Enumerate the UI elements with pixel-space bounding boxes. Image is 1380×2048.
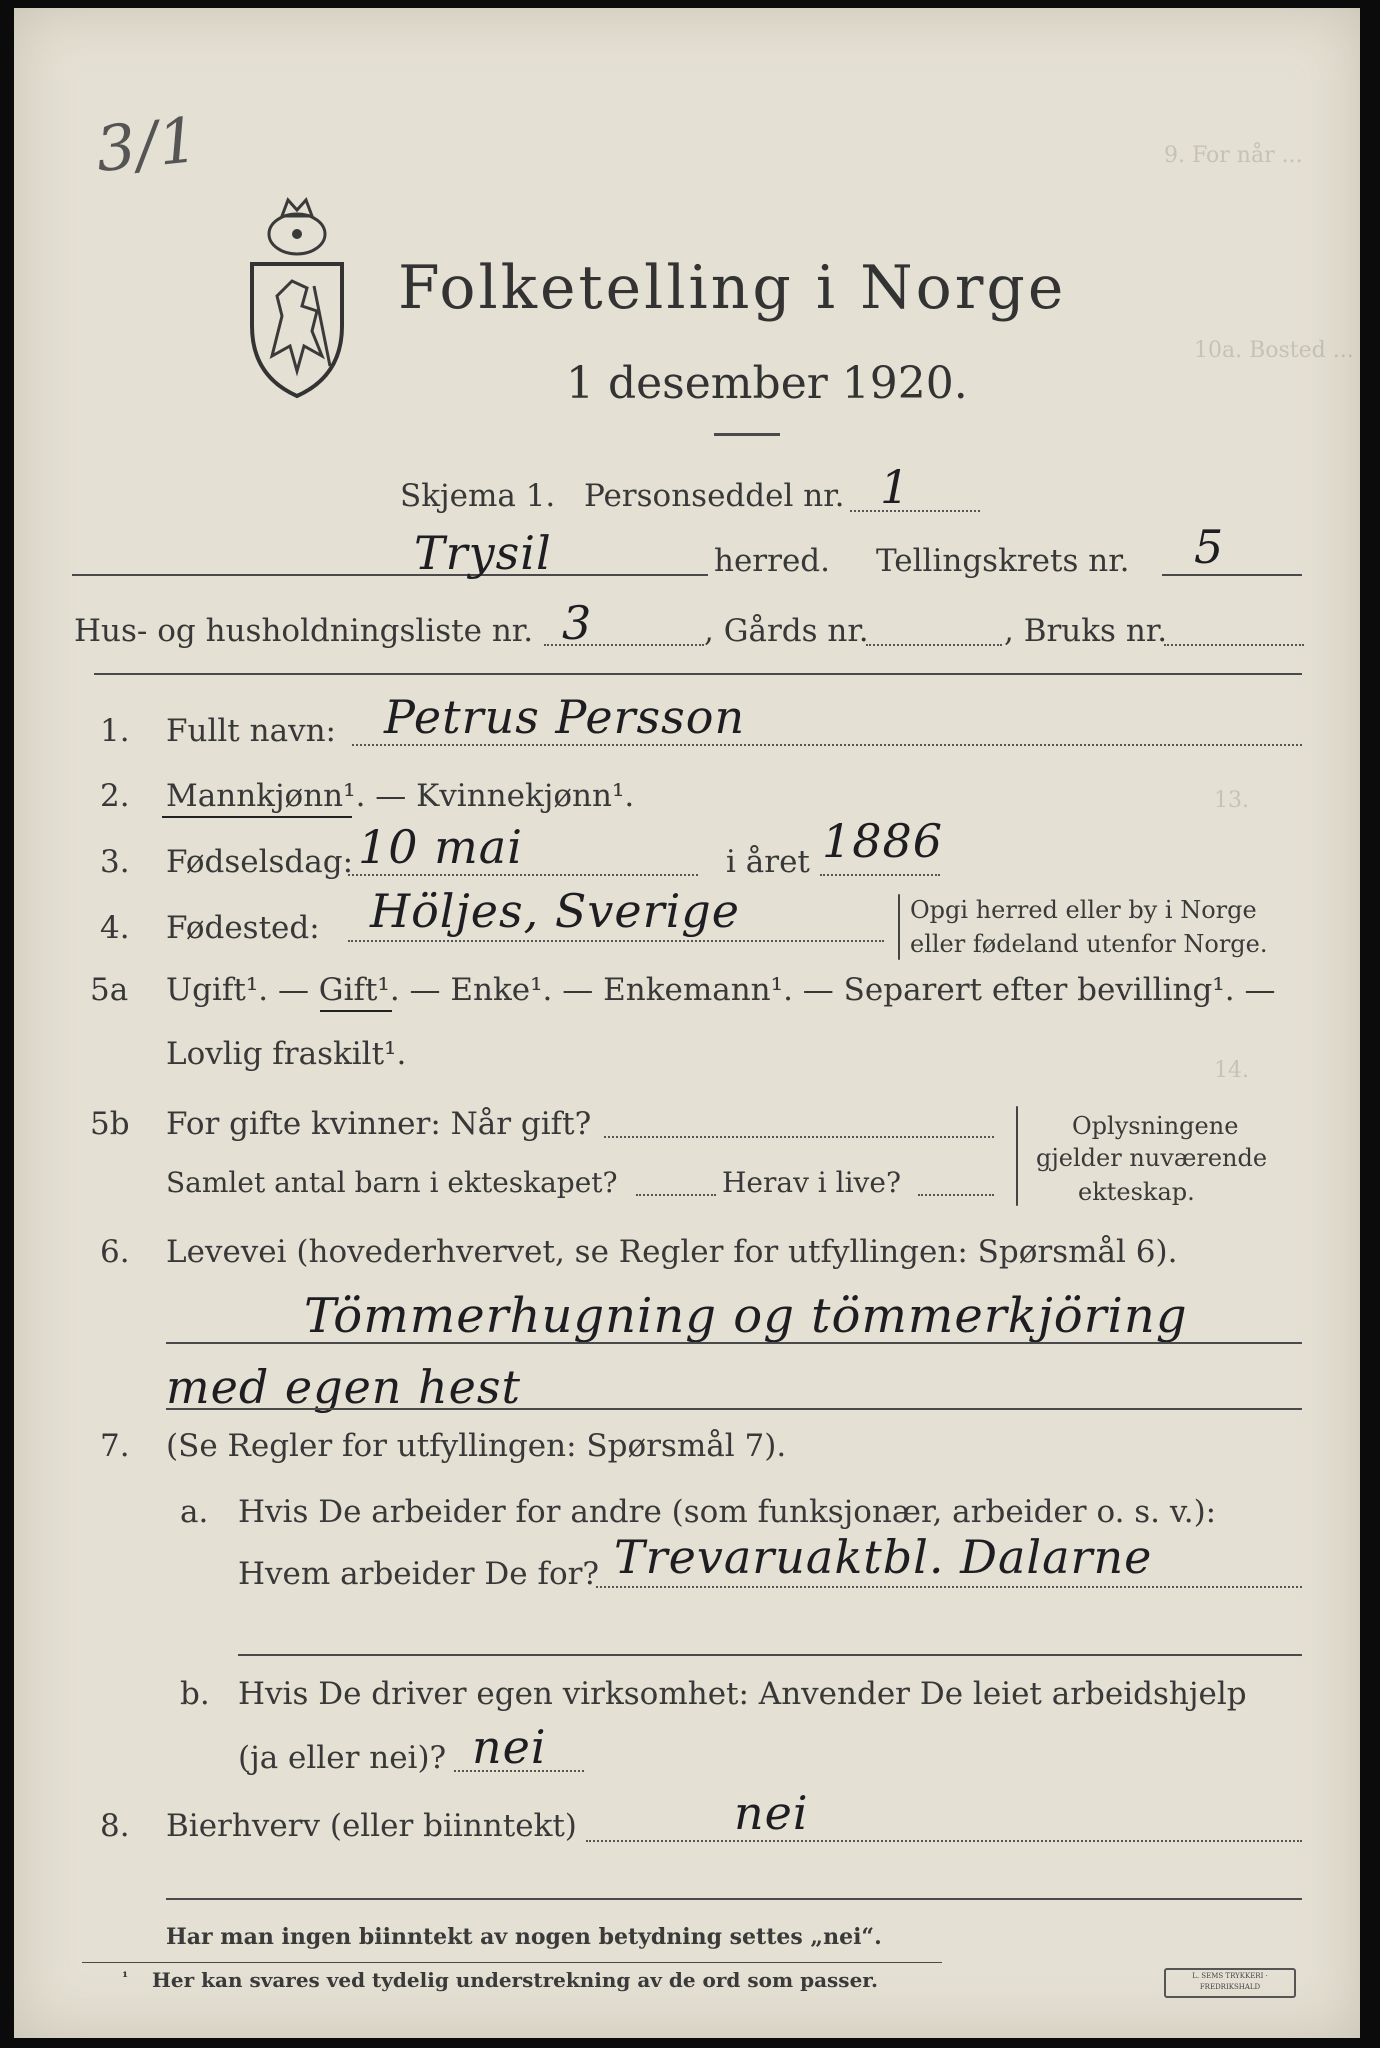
q5b-married-field-line xyxy=(604,1136,994,1138)
krets-label: Tellingskrets nr. xyxy=(876,543,1130,579)
coat-of-arms-icon xyxy=(242,196,352,406)
q5b-line2a: Samlet antal barn i ekteskapet? xyxy=(166,1166,618,1199)
krets-field-line xyxy=(1162,574,1302,576)
footnote-rule xyxy=(82,1962,942,1963)
bleed-through-text: 14. xyxy=(1214,1058,1249,1083)
q6-label: Levevei (hovederhvervet, se Regler for utfyllingen: Spørsmål 6). xyxy=(166,1234,1178,1270)
q4-note-line1: Opgi herred eller by i Norge xyxy=(910,896,1257,924)
gards-label: , Gårds nr. xyxy=(704,613,869,649)
section-rule xyxy=(94,673,1302,675)
q5a-underline-mark xyxy=(320,1010,392,1012)
q7a-question: Hvem arbeider De for? xyxy=(238,1556,600,1592)
q3-year-value: 1886 xyxy=(822,814,944,868)
bleed-through-text: 13. xyxy=(1214,788,1249,813)
q7a-text: Hvis De arbeider for andre (som funksjonær, arbeider o. s. v.): xyxy=(238,1494,1217,1530)
bleed-through-text: 10a. Bosted ... xyxy=(1194,338,1354,363)
q6-value-line1: Tömmerhugning og tömmerkjöring xyxy=(304,1288,1188,1344)
footnote-text: Her kan svares ved tydelig understrekning av de ord som passer. xyxy=(152,1968,878,1992)
q5b-note-brace xyxy=(1016,1106,1018,1206)
form-date: 1 desember 1920. xyxy=(566,358,968,409)
q3-year-field-line xyxy=(820,874,940,876)
bruks-label: , Bruks nr. xyxy=(1004,613,1168,649)
q6-value-line2: med egen hest xyxy=(166,1360,521,1414)
title-rule xyxy=(714,433,780,436)
herred-label: herred. xyxy=(714,543,830,579)
q4-note-brace xyxy=(898,894,900,960)
q7a-field-line2 xyxy=(238,1654,1302,1656)
q7-label: (Se Regler for utfyllingen: Spørsmål 7). xyxy=(166,1428,787,1464)
q7b-value: nei xyxy=(472,1720,547,1774)
q7a-field-line xyxy=(596,1586,1302,1588)
herred-value: Trysil xyxy=(414,526,552,580)
q5b-alive-field-line xyxy=(918,1194,994,1196)
q7b-text: Hvis De driver egen virksomhet: Anvender De leiet arbeidshjelp xyxy=(238,1676,1247,1712)
q8-field-line xyxy=(586,1840,1302,1842)
q8-value: nei xyxy=(734,1786,809,1840)
q5b-number: 5b xyxy=(90,1106,130,1142)
q5b-note-line3: ekteskap. xyxy=(1078,1178,1195,1206)
seddel-field-line xyxy=(850,510,980,512)
q1-number: 1. xyxy=(100,713,130,749)
q3-number: 3. xyxy=(100,844,130,880)
gards-field-line xyxy=(866,644,1002,646)
q1-label: Fullt navn: xyxy=(166,713,336,749)
footnote-mark: ¹ xyxy=(122,1970,129,1986)
q7-number: 7. xyxy=(100,1428,130,1464)
q8-field-line2 xyxy=(166,1898,1302,1900)
q5a-text2: Lovlig fraskilt¹. xyxy=(166,1036,407,1072)
q8-label: Bierhverv (eller biinntekt) xyxy=(166,1808,577,1844)
q2-number: 2. xyxy=(100,778,130,814)
printer-stamp: L. SEMS TRYKKERI · FREDRIKSHALD xyxy=(1164,1968,1296,1998)
q6-field-line2 xyxy=(166,1408,1302,1410)
q7b-question: (ja eller nei)? xyxy=(238,1740,447,1776)
q5b-note-line1: Oplysningene xyxy=(1072,1112,1239,1140)
q7a-letter: a. xyxy=(180,1494,209,1530)
seddel-label: Personseddel nr. xyxy=(584,478,845,514)
q1-value: Petrus Persson xyxy=(384,690,746,744)
q3-year-label: i året xyxy=(726,844,810,880)
seddel-value: 1 xyxy=(880,460,911,514)
q2-underline-mark xyxy=(162,816,352,818)
schema-label: Skjema 1. xyxy=(400,478,556,514)
q8-number: 8. xyxy=(100,1808,130,1844)
q5a-text: Ugift¹. — Gift¹. — Enke¹. — Enkemann¹. — Separert efter bevilling¹. — xyxy=(166,972,1276,1008)
census-form-sheet xyxy=(14,8,1360,2038)
bleed-through-text: 9. For når ... xyxy=(1164,143,1303,168)
form-title: Folketelling i Norge xyxy=(398,253,1067,323)
q7b-letter: b. xyxy=(180,1676,210,1712)
q4-note-line2: eller fødeland utenfor Norge. xyxy=(910,930,1268,958)
q4-label: Fødested: xyxy=(166,910,320,946)
q3-field-line xyxy=(348,874,698,876)
krets-value: 5 xyxy=(1194,520,1225,574)
hus-value: 3 xyxy=(562,596,593,650)
q2-text: Mannkjønn¹. — Kvinnekjønn¹. xyxy=(166,778,635,814)
q1-field-line xyxy=(352,744,1302,746)
q4-number: 4. xyxy=(100,910,130,946)
footer-note: Har man ingen biinntekt av nogen betydning settes „nei“. xyxy=(166,1924,882,1950)
q5b-note-line2: gjelder nuværende xyxy=(1036,1144,1268,1172)
q5b-line2b: Herav i live? xyxy=(722,1166,901,1199)
q5b-line1: For gifte kvinner: Når gift? xyxy=(166,1106,592,1142)
q4-value: Höljes, Sverige xyxy=(370,884,740,938)
q6-number: 6. xyxy=(100,1234,130,1270)
q3-value: 10 mai xyxy=(358,820,523,874)
q4-field-line xyxy=(348,940,884,942)
bruks-field-line xyxy=(1164,644,1304,646)
herred-field-line xyxy=(72,574,708,576)
hus-label: Hus- og husholdningsliste nr. xyxy=(74,613,534,649)
q5a-number: 5a xyxy=(90,972,129,1008)
q5b-children-field-line xyxy=(636,1194,716,1196)
corner-pencil-note: 3/1 xyxy=(92,102,203,187)
q7a-value: Trevaruaktbl. Dalarne xyxy=(614,1530,1153,1584)
q6-field-line1 xyxy=(166,1342,1302,1344)
q3-label: Fødselsdag: xyxy=(166,844,354,880)
